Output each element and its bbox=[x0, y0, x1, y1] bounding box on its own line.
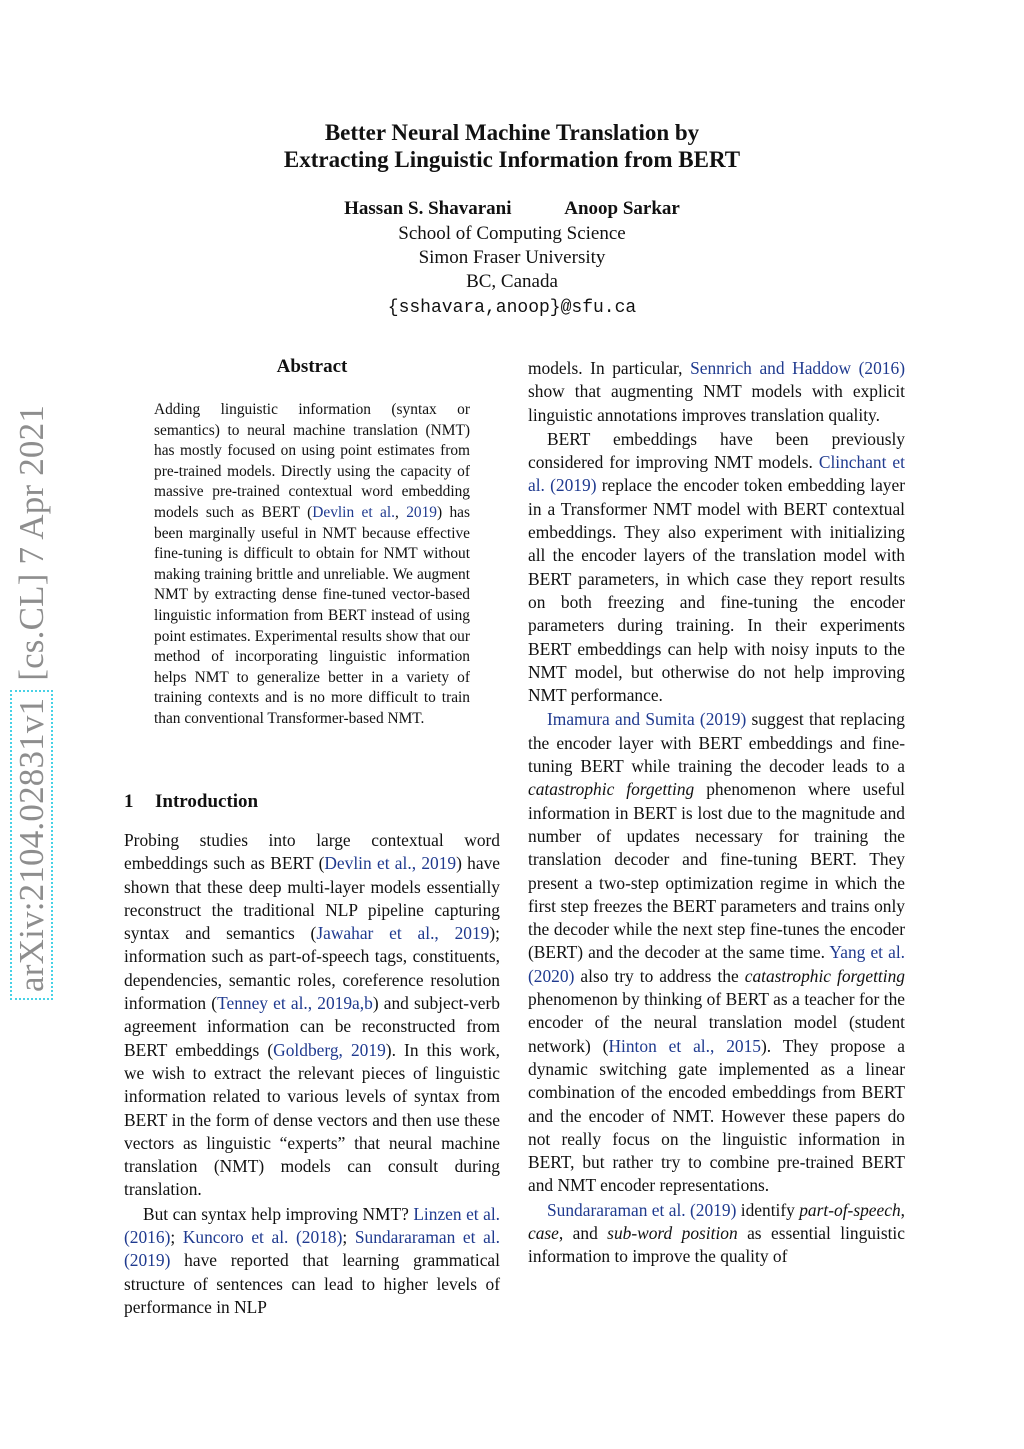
citation-link[interactable]: Kuncoro et al. (2018) bbox=[182, 1227, 343, 1248]
abstract-text: Adding linguistic information (syntax or semantics) to neural machine translation (NMT) has mostly focused on using point estimates from pre-trained models. Directly using the capacity of massive pre-trained contextual word embedding models such as BERT (Devlin et al., 2019) has been marginally useful in NMT because effective fine-tuning is difficult to obtain for NMT without making training brittle and unreliable. We augment NMT by extracting dense fine-tuned vector-based linguistic information from BERT instead of using point estimates. Experimental results show that our method of incorporating linguistic information helps NMT to generalize better in a variety of training contexts and is no more difficult to train than conventional Transformer-based NMT. bbox=[154, 401, 470, 727]
emphasis: sub-word position bbox=[607, 1222, 738, 1243]
right-column-body bbox=[528, 357, 905, 1269]
affiliation-university: Simon Fraser University bbox=[418, 247, 606, 268]
paragraph: Probing studies into large contextual word embeddings such as BERT (Devlin et al., 2019) have shown that these deep multi-layer models essentially reconstruct the traditional NLP pipeline capturing syntax and semantics (Jawahar et al., 2019); information such as part-of-speech tags, constituents, dependencies, semantic roles, coreference resolution information (Tenney et al., 2019a,b) and subject-verb agreement information can be reconstructed from BERT embeddings (Goldberg, 2019). In this work, we wish to extract the relevant pieces of linguistic information related to various levels of syntax from BERT in the form of dense vectors and then use these vectors as linguistic “experts” that neural machine translation (NMT) models can consult during translation. bbox=[124, 830, 501, 1200]
author-name: Hassan S. Shavarani bbox=[344, 198, 512, 219]
citation-link[interactable]: Sundararaman et al. (2019) bbox=[547, 1199, 737, 1220]
arxiv-category: [cs.CL] bbox=[12, 573, 51, 681]
email-text[interactable]: {sshavara,anoop}@sfu.ca bbox=[387, 298, 637, 318]
citation-link[interactable]: Sennrich and Haddow (2016) bbox=[690, 358, 905, 378]
paper-title-line1: Better Neural Machine Translation by bbox=[324, 120, 700, 145]
citation-link[interactable]: Sundararaman et al. (2019) bbox=[124, 1227, 500, 1271]
paragraph: models. In particular, Sennrich and Haddow (2016) show that augmenting NMT models with explicit linguistic annotations improves translation quality. bbox=[528, 358, 905, 425]
intro-body bbox=[124, 829, 500, 1319]
citation-link[interactable]: Imamura and Sumita (2019) bbox=[547, 709, 747, 730]
citation-link[interactable]: Linzen et al. (2016) bbox=[124, 1203, 501, 1248]
citation-link[interactable]: Hinton et al., 2015 bbox=[608, 1035, 761, 1056]
abstract-heading: Abstract bbox=[276, 356, 348, 377]
affiliation-location: BC, Canada bbox=[466, 271, 558, 292]
paragraph: But can syntax help improving NMT? Linzen et al. (2016); Kuncoro et al. (2018); Sundararaman et al. (2019) have reported that learning grammatical structure of sentences can lead to higher levels of performance in NLP bbox=[124, 1203, 501, 1317]
citation-link[interactable]: Goldberg, 2019 bbox=[273, 1039, 386, 1060]
citation-link[interactable]: Jawahar et al., 2019 bbox=[316, 923, 490, 944]
paper-title-line2: Extracting Linguistic Information from BERT bbox=[283, 147, 741, 172]
affiliation-dept: School of Computing Science bbox=[398, 223, 626, 244]
section-heading-introduction bbox=[124, 791, 500, 813]
emphasis: catastrophic forgetting bbox=[528, 779, 695, 800]
citation-link[interactable]: Clinchant et al. (2019) bbox=[528, 452, 905, 496]
author-name: Anoop Sarkar bbox=[564, 198, 680, 219]
citation-link[interactable]: Yang et al. (2020) bbox=[528, 942, 906, 986]
emphasis: case bbox=[528, 1222, 559, 1243]
paragraph: Imamura and Sumita (2019) suggest that replacing the encoder layer with BERT embeddings and fine-tuning BERT while training the decoder leads to a catastrophic forgetting phenomenon where useful information in BERT is lost due to the magnitude and number of updates necessary for training the translation decoder and fine-tuning BERT. They present a two-step optimization regime in which the first step freezes the BERT parameters and trains only the decoder while the next step fine-tunes the encoder (BERT) and the decoder at the same time. Yang et al. (2020) also try to address the catastrophic forgetting phenomenon by thinking of BERT as a teacher for the encoder of the neural translation model (student network) (Hinton et al., 2015). They propose a dynamic switching gate implemented as a linear combination of the encoded embeddings from BERT and the encoder of NMT. However these papers do not really focus on the linguistic information in BERT, but rather try to combine pre-trained BERT and NMT encoder representations. bbox=[528, 709, 906, 1196]
arxiv-stamp bbox=[12, 404, 52, 1000]
arxiv-date: 7 Apr 2021 bbox=[12, 404, 51, 565]
paragraph: BERT embeddings have been previously considered for improving NMT models. Clinchant et al. (2019) replace the encoder token embedding layer in a Transformer NMT model with BERT contextual embeddings. They also experiment with initializing all the encoder layers of the translation model with BERT parameters, in which case they report results on both freezing and fine-tuning the encoder parameters during training. In their experiments BERT embeddings can help with noisy inputs to the NMT model, but otherwise do not help improving NMT performance. bbox=[528, 428, 905, 706]
citation-link[interactable]: Devlin et al., 2019 bbox=[324, 853, 457, 874]
arxiv-id[interactable]: arXiv:2104.02831v1 bbox=[10, 690, 53, 1000]
emphasis: part-of-speech bbox=[799, 1199, 901, 1220]
emphasis: catastrophic forgetting bbox=[744, 965, 905, 986]
citation-link[interactable]: Devlin et al. bbox=[312, 503, 395, 521]
citation-link[interactable]: 2019 bbox=[406, 503, 437, 521]
section-number: 1 bbox=[124, 791, 134, 812]
section-title: Introduction bbox=[155, 791, 259, 812]
citation-link[interactable]: Tenney et al., 2019a,b bbox=[217, 993, 373, 1014]
author-list bbox=[0, 198, 1024, 220]
paragraph: Sundararaman et al. (2019) identify part-of-speech, case, and sub-word position as essential linguistic information to improve the quality of bbox=[528, 1199, 905, 1267]
author-email[interactable] bbox=[0, 295, 1024, 320]
